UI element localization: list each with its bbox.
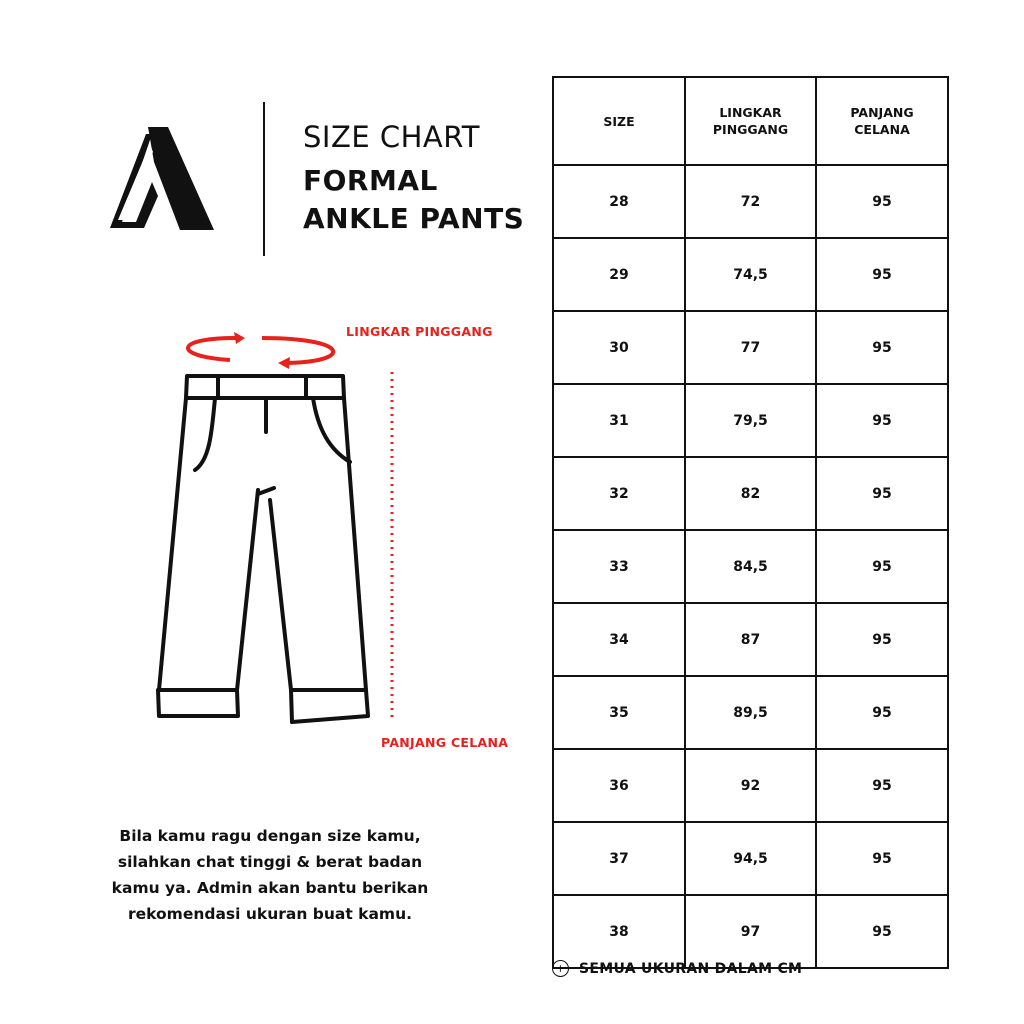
cell-waist: 79,5 xyxy=(685,384,816,457)
footnote-text: SEMUA UKURAN DALAM CM xyxy=(579,960,803,977)
cell-size: 35 xyxy=(553,676,685,749)
cell-length: 95 xyxy=(816,311,948,384)
table-row xyxy=(553,530,948,603)
cell-size: 38 xyxy=(553,895,685,968)
product-name-line2: ANKLE PANTS xyxy=(303,202,525,235)
table-header-row xyxy=(553,77,948,165)
page-title: SIZE CHART xyxy=(303,120,481,154)
plus-circle-icon: + xyxy=(552,960,569,977)
cell-size: 37 xyxy=(553,822,685,895)
header-length: PANJANG CELANA xyxy=(816,77,948,165)
product-name xyxy=(303,162,524,238)
table-row xyxy=(553,822,948,895)
cell-size: 32 xyxy=(553,457,685,530)
note-line: kamu ya. Admin akan bantu berikan xyxy=(111,879,429,897)
cell-waist: 89,5 xyxy=(685,676,816,749)
size-chart-table xyxy=(552,76,949,969)
cell-waist: 97 xyxy=(685,895,816,968)
cell-length: 95 xyxy=(816,384,948,457)
cell-length: 95 xyxy=(816,457,948,530)
table-row xyxy=(553,165,948,238)
note-line: rekomendasi ukuran buat kamu. xyxy=(127,905,413,923)
cell-size: 31 xyxy=(553,384,685,457)
header-divider xyxy=(263,102,265,256)
cell-waist: 72 xyxy=(685,165,816,238)
cell-size: 29 xyxy=(553,238,685,311)
cell-waist: 82 xyxy=(685,457,816,530)
cell-length: 95 xyxy=(816,530,948,603)
pants-diagram xyxy=(150,322,530,762)
brand-logo-icon xyxy=(108,122,218,234)
table-row xyxy=(553,603,948,676)
waist-label: LINGKAR PINGGANG xyxy=(346,324,493,339)
cell-length: 95 xyxy=(816,165,948,238)
cell-waist: 84,5 xyxy=(685,530,816,603)
length-label: PANJANG CELANA xyxy=(381,735,509,750)
cell-size: 28 xyxy=(553,165,685,238)
pants-icon xyxy=(158,376,368,722)
cell-length: 95 xyxy=(816,749,948,822)
table-row xyxy=(553,311,948,384)
table-row xyxy=(553,457,948,530)
header-size: SIZE xyxy=(553,77,685,165)
cell-size: 34 xyxy=(553,603,685,676)
header-waist: LINGKAR PINGGANG xyxy=(685,77,816,165)
table-row xyxy=(553,384,948,457)
table-row xyxy=(553,749,948,822)
cell-waist: 92 xyxy=(685,749,816,822)
waist-arrow-icon xyxy=(188,332,333,369)
cell-size: 30 xyxy=(553,311,685,384)
note-line: silahkan chat tinggi & berat badan xyxy=(117,853,423,871)
cell-length: 95 xyxy=(816,822,948,895)
cell-size: 36 xyxy=(553,749,685,822)
product-name-line1: FORMAL xyxy=(303,164,438,197)
cell-waist: 74,5 xyxy=(685,238,816,311)
cell-length: 95 xyxy=(816,238,948,311)
table-row xyxy=(553,895,948,968)
cell-length: 95 xyxy=(816,895,948,968)
cell-length: 95 xyxy=(816,676,948,749)
cell-length: 95 xyxy=(816,603,948,676)
table-row xyxy=(553,676,948,749)
table-row xyxy=(553,238,948,311)
note-line: Bila kamu ragu dengan size kamu, xyxy=(119,827,421,845)
units-footnote xyxy=(552,960,802,977)
cell-size: 33 xyxy=(553,530,685,603)
cell-waist: 94,5 xyxy=(685,822,816,895)
cell-waist: 77 xyxy=(685,311,816,384)
size-help-note xyxy=(80,823,460,927)
cell-waist: 87 xyxy=(685,603,816,676)
